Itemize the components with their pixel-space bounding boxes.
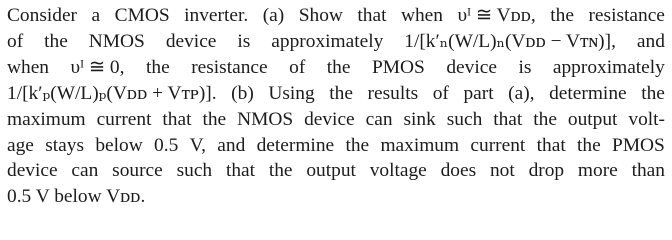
- word: that: [357, 5, 387, 26]
- word: the: [641, 82, 665, 104]
- word: that: [162, 108, 192, 130]
- word: device: [304, 108, 355, 130]
- word: (b): [231, 82, 254, 104]
- word: device: [7, 160, 58, 182]
- word: results: [367, 82, 419, 104]
- word: that: [225, 160, 256, 182]
- word: does: [440, 160, 477, 182]
- word: the: [202, 108, 227, 130]
- word: can: [71, 160, 99, 182]
- word: of: [7, 30, 24, 52]
- word: part: [463, 82, 494, 104]
- word: Consider: [7, 5, 78, 26]
- word: the: [329, 82, 353, 104]
- word: CMOS: [114, 5, 170, 26]
- word: below: [95, 134, 143, 156]
- word: the: [145, 56, 170, 78]
- word: V,: [189, 134, 206, 156]
- word: not: [489, 160, 515, 182]
- math-expression: υᴵ ≅ 0,: [70, 56, 125, 78]
- word: PMOS: [372, 56, 425, 78]
- word: NMOS: [237, 108, 294, 130]
- word: a: [91, 5, 101, 26]
- problem-line-8: [7, 184, 665, 210]
- word: and: [217, 134, 246, 156]
- math-expression: 0.5 V below Vᴅᴅ.: [7, 186, 146, 208]
- word: voltage: [369, 160, 427, 182]
- word: output: [567, 108, 618, 130]
- word: determine: [549, 82, 627, 104]
- word: when: [400, 5, 443, 26]
- word: the: [577, 134, 601, 156]
- problem-line-1: [7, 3, 665, 29]
- word: current: [470, 134, 526, 156]
- word: drop: [528, 160, 565, 182]
- word: that: [536, 134, 566, 156]
- word: of: [432, 82, 449, 104]
- word: resistance: [588, 5, 665, 26]
- math-expression: υᴵ ≅ Vᴅᴅ,: [457, 5, 536, 26]
- word: is: [518, 56, 532, 78]
- word: stays: [45, 134, 85, 156]
- word: the: [345, 134, 370, 156]
- word: volt-: [628, 108, 665, 130]
- word: such: [176, 160, 213, 182]
- word: such: [446, 108, 483, 130]
- problem-line-7: [7, 158, 665, 184]
- word: Show: [298, 5, 343, 26]
- word: can: [365, 108, 393, 130]
- word: Using: [268, 82, 315, 104]
- word: than: [631, 160, 665, 182]
- problem-line-3: [7, 55, 665, 81]
- math-expression: 1/[k′ₚ(W/L)ₚ(Vᴅᴅ + Vᴛᴘ)].: [7, 82, 217, 104]
- problem-line-5: [7, 107, 665, 133]
- word: age: [7, 134, 34, 156]
- word: approximately: [552, 56, 665, 78]
- word: the: [326, 56, 351, 78]
- word: source: [112, 160, 163, 182]
- word: inverter.: [184, 5, 249, 26]
- problem-line-4: [7, 81, 665, 107]
- word: is: [237, 30, 251, 52]
- word: current: [96, 108, 152, 130]
- word: the: [44, 30, 68, 52]
- word: the: [268, 160, 293, 182]
- word: that: [493, 108, 523, 130]
- word: output: [306, 160, 356, 182]
- word: device: [165, 30, 217, 52]
- word: the: [533, 108, 557, 130]
- math-expression: 1/[k′ₙ(W/L)ₙ(Vᴅᴅ − Vᴛɴ)],: [404, 30, 616, 52]
- word: more: [577, 160, 618, 182]
- word: maximum: [7, 108, 86, 130]
- word: and: [636, 30, 665, 52]
- word: (a): [262, 5, 285, 26]
- word: determine: [256, 134, 335, 156]
- word: sink: [403, 108, 436, 130]
- word: resistance: [191, 56, 268, 78]
- word: the: [550, 5, 574, 26]
- problem-line-6: [7, 133, 665, 159]
- problem-line-2: [7, 29, 665, 55]
- word: NMOS: [88, 30, 145, 52]
- word: of: [289, 56, 306, 78]
- word: approximately: [271, 30, 384, 52]
- word: when: [7, 56, 50, 78]
- word: device: [446, 56, 497, 78]
- word: (a),: [508, 82, 535, 104]
- word: maximum: [380, 134, 460, 156]
- word: 0.5: [154, 134, 179, 156]
- word: PMOS: [612, 134, 665, 156]
